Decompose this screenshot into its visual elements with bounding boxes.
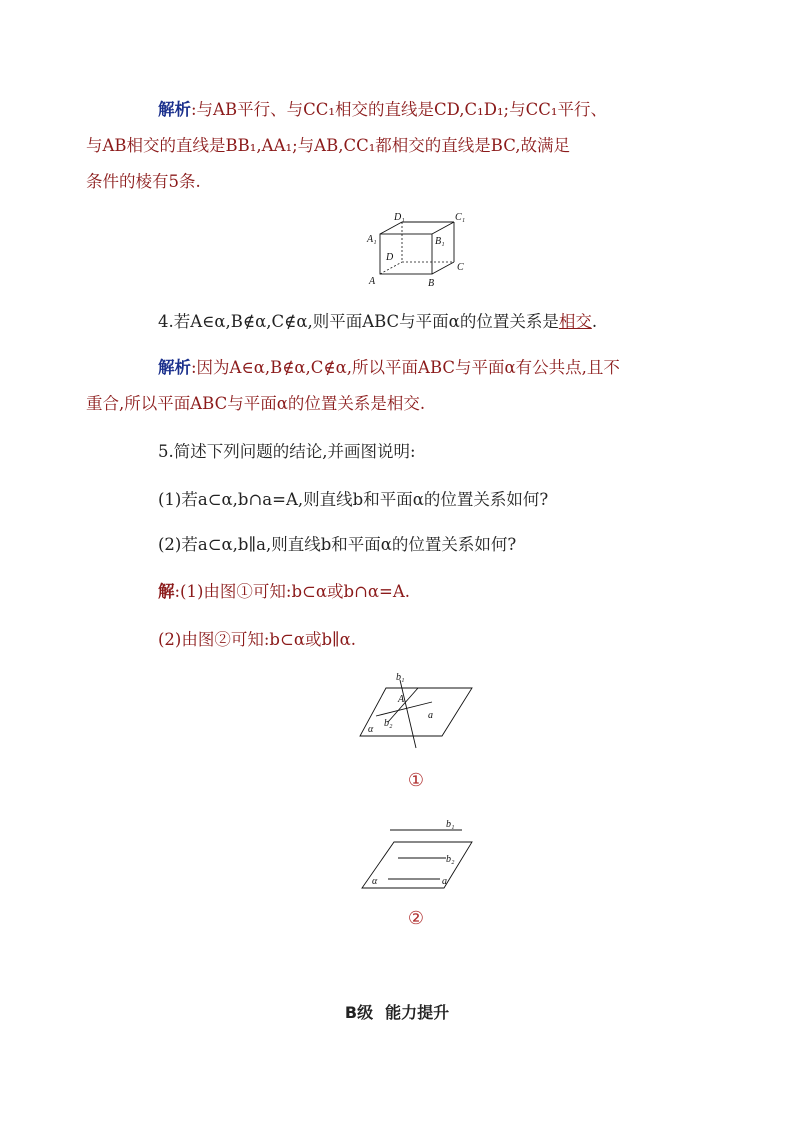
plane-alpha-1 xyxy=(360,688,472,736)
cube-edge-b1c1 xyxy=(432,222,454,234)
analysis-text-line-3: 条件的棱有5条. xyxy=(86,172,201,191)
cube-label-c: C xyxy=(457,262,464,273)
cube-label-d: D xyxy=(386,252,394,263)
cube-figure xyxy=(362,212,472,290)
question-5-title: 5.简述下列问题的结论,并画图说明: xyxy=(158,442,416,461)
question-5-sub-2: (2)若a⊂α,b∥a,则直线b和平面α的位置关系如何? xyxy=(158,535,517,554)
fig1-label-A: A xyxy=(398,694,405,705)
analysis-text-line-2: 与AB相交的直线是BB₁,AA₁;与AB,CC₁都相交的直线是BC,故满足 xyxy=(86,136,571,155)
fig2-label-b2: b₂ xyxy=(446,854,455,865)
question-4 xyxy=(122,304,672,340)
analysis-4-line-1: :因为A∈α,B∉α,C∉α,所以平面ABC与平面α有公共点,且不 xyxy=(191,358,620,377)
cube-edge-bc xyxy=(432,262,454,274)
solution-label: 解 xyxy=(158,582,175,601)
fig2-label-a: a xyxy=(442,876,447,887)
cube-label-b: B xyxy=(428,278,435,289)
fig2-label-b1: b₁ xyxy=(446,819,455,830)
section-level: B级 xyxy=(344,1003,374,1022)
fig1-label-alpha: α xyxy=(368,724,374,735)
cube-edge-a1d1 xyxy=(380,222,402,234)
solution-line-1 xyxy=(122,574,672,610)
figure-2-caption: ② xyxy=(407,908,425,929)
cube-label-a: A xyxy=(369,276,376,287)
fig2-label-alpha: α xyxy=(372,876,378,887)
cube-label-b1: B₁ xyxy=(435,236,445,247)
cube-hidden-edge-ad xyxy=(380,262,402,274)
fig1-label-a: a xyxy=(428,710,433,721)
figure-2 xyxy=(358,814,476,892)
analysis-4-line-2: 重合,所以平面ABC与平面α的位置关系是相交. xyxy=(86,394,426,413)
cube-label-d1: D₁ xyxy=(394,212,405,223)
solution-line-2: (2)由图②可知:b⊂α或b∥α. xyxy=(158,630,357,649)
figure-1-caption: ① xyxy=(407,770,425,791)
question-4-end: . xyxy=(591,312,598,331)
section-title: 能力提升 xyxy=(385,1003,450,1022)
fig1-label-b2: b₂ xyxy=(384,718,393,729)
analysis-block-1 xyxy=(86,92,672,200)
question-5-sub-1: (1)若a⊂α,b∩a=A,则直线b和平面α的位置关系如何? xyxy=(158,490,549,509)
question-4-text: 4.若A∈α,B∉α,C∉α,则平面ABC与平面α的位置关系是 xyxy=(158,312,559,331)
cube-label-c1: C₁ xyxy=(455,212,466,223)
line-b1 xyxy=(400,680,416,748)
fig1-label-b1: b₁ xyxy=(396,672,405,683)
plane-alpha-2 xyxy=(362,842,472,888)
figure-1 xyxy=(356,670,476,752)
solution-text-1: :(1)由图①可知:b⊂α或b∩α=A. xyxy=(174,582,411,601)
analysis-text-line-1: :与AB平行、与CC₁相交的直线是CD,C₁D₁;与CC₁平行、 xyxy=(191,100,607,119)
question-4-answer: 相交 xyxy=(558,312,592,331)
analysis-label: 解析 xyxy=(158,358,191,377)
analysis-block-4 xyxy=(86,350,672,422)
section-heading xyxy=(0,1000,794,1023)
cube-label-a1: A₁ xyxy=(367,234,377,245)
analysis-label: 解析 xyxy=(158,100,191,119)
